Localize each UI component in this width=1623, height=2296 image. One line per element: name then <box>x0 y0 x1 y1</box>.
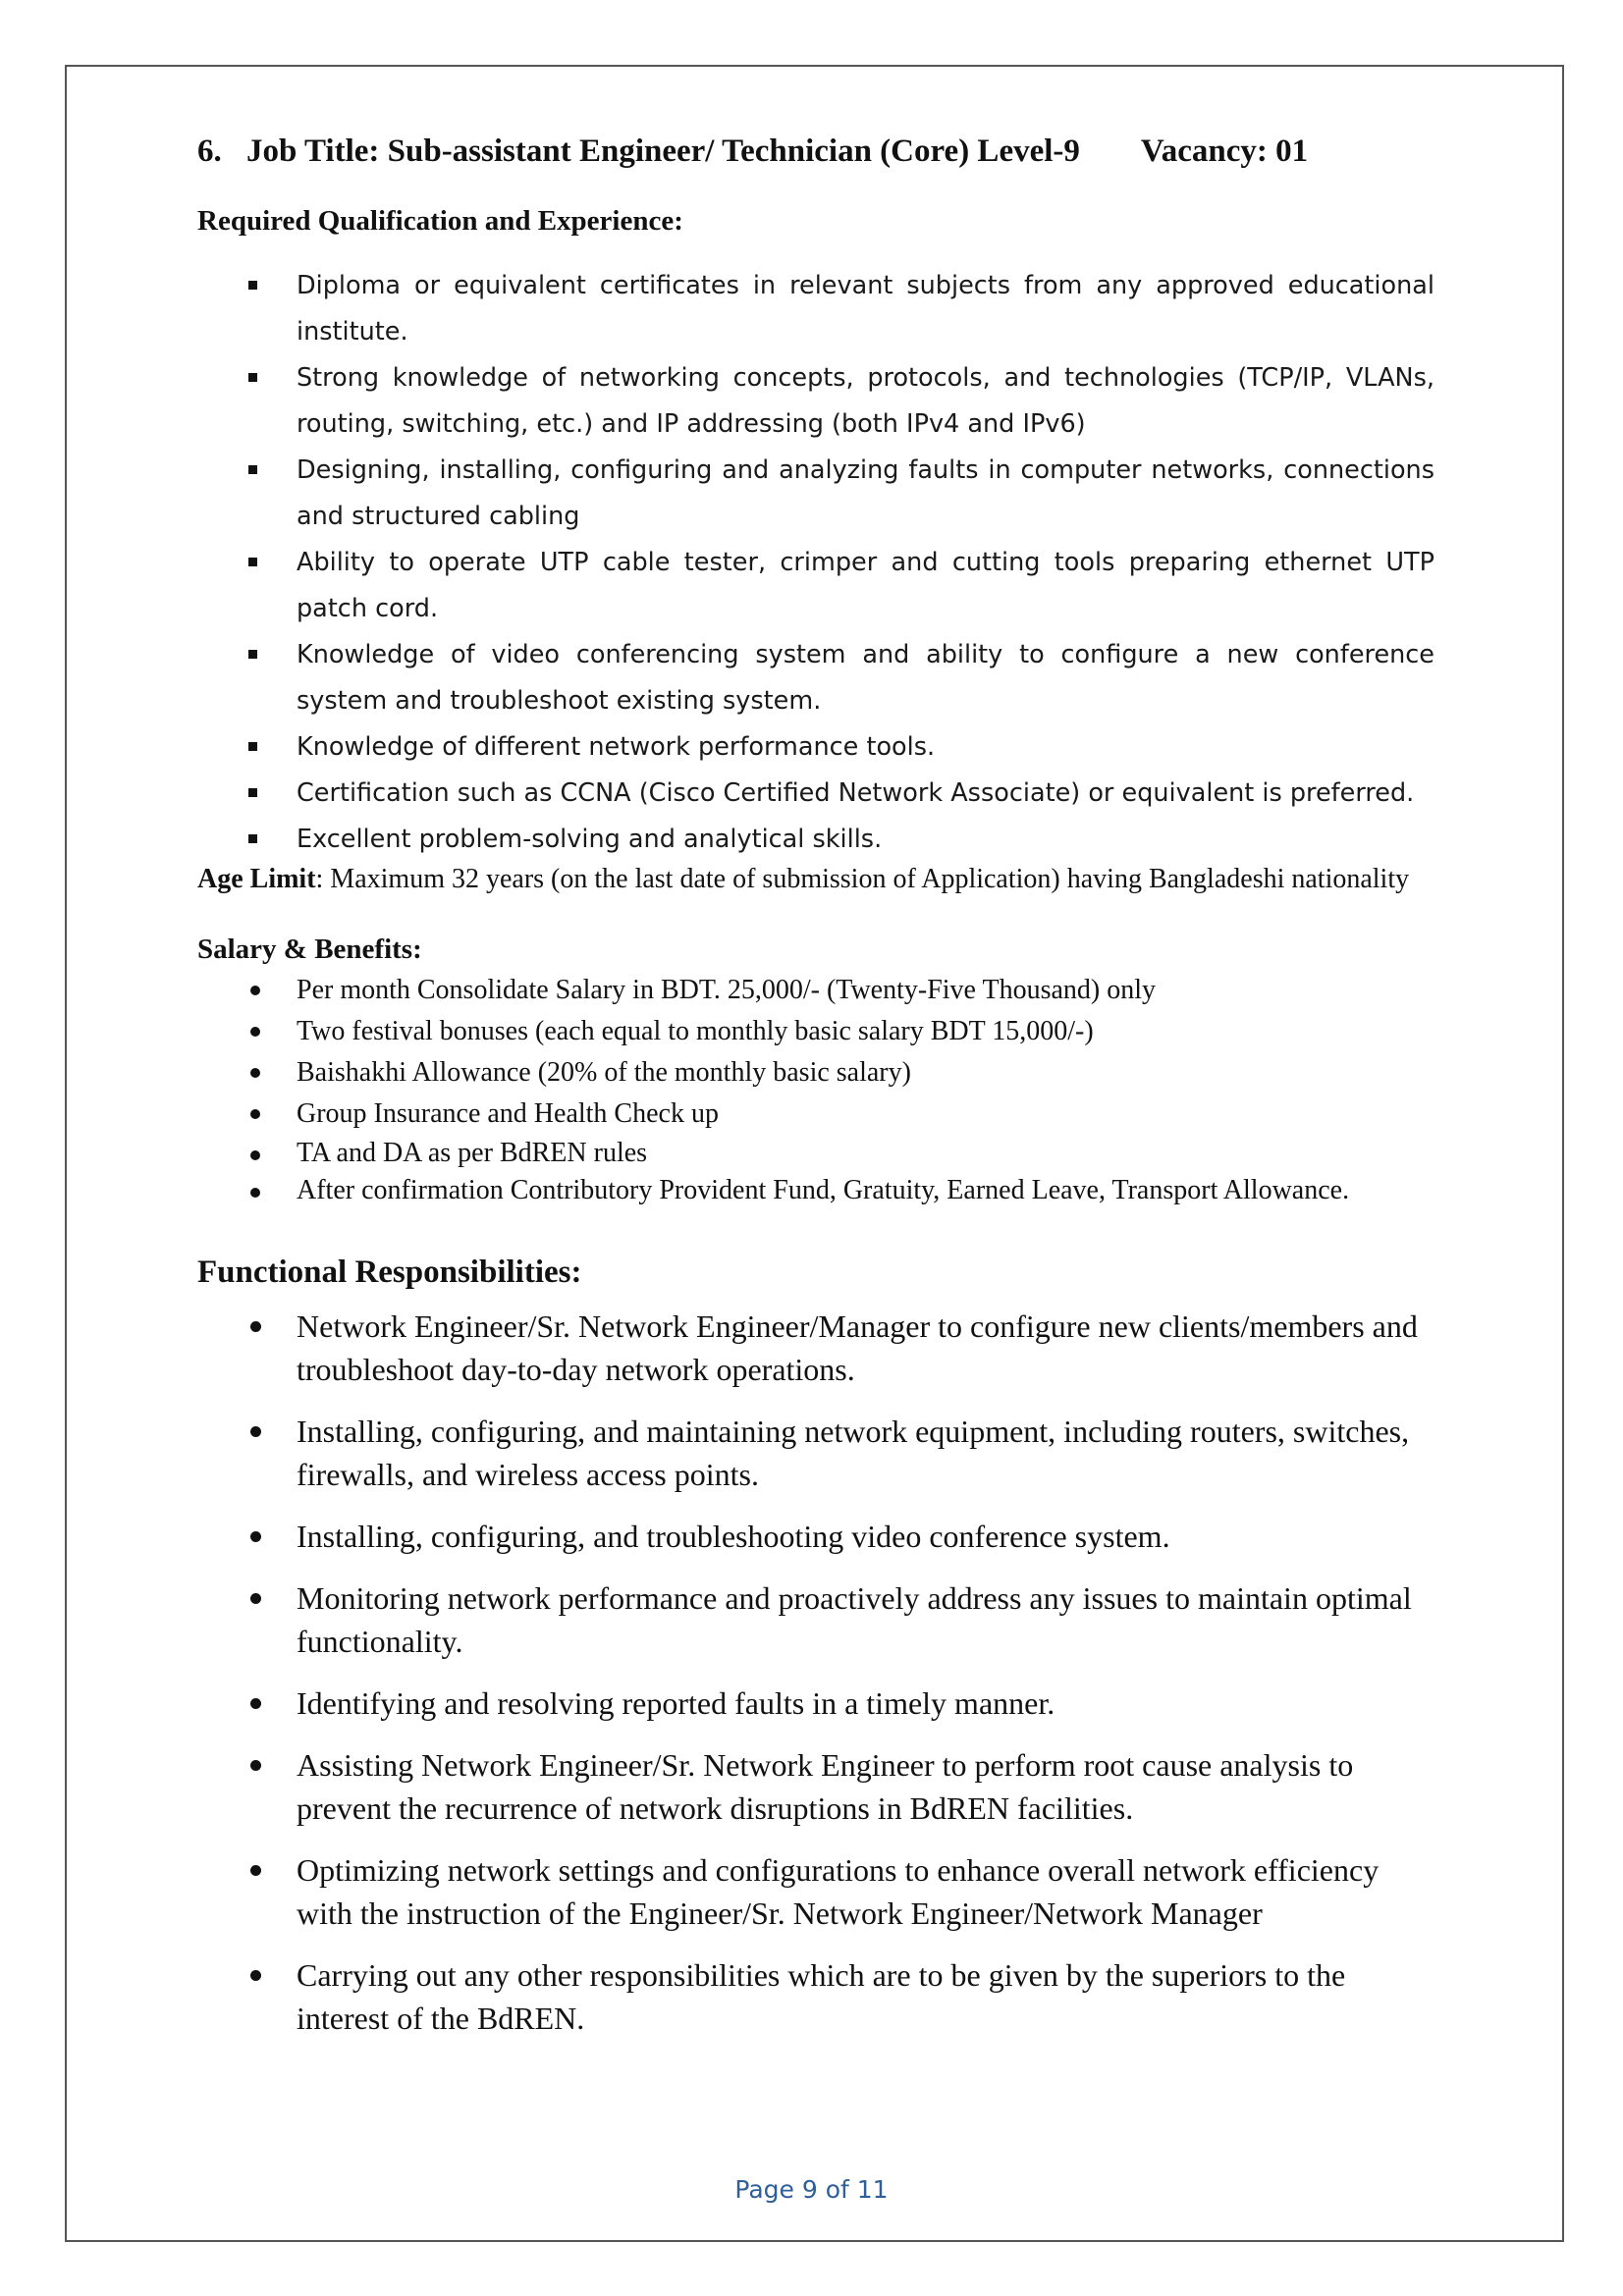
vacancy: Vacancy: 01 <box>1140 133 1309 169</box>
list-item: Knowledge of different network performance tools. <box>197 724 1434 771</box>
functional-heading: Functional Responsibilities: <box>197 1255 582 1290</box>
qualification-list <box>197 263 1434 863</box>
qualification-heading: Required Qualification and Experience: <box>197 205 683 237</box>
square-bullet-icon <box>248 834 257 843</box>
list-item: Diploma or equivalent certificates in relevant subjects from any approved educational institute. <box>197 263 1434 355</box>
bullet-icon <box>250 1068 260 1078</box>
list-item: Excellent problem-solving and analytical skills. <box>197 817 1434 863</box>
job-number: 6. <box>197 133 222 169</box>
square-bullet-icon <box>248 281 257 290</box>
age-limit-label: Age Limit <box>197 864 316 894</box>
page-number: Page 9 of 11 <box>734 2175 889 2204</box>
list-item: Carrying out any other responsibilities which are to be given by the superiors to the interest of the BdREN. <box>197 1953 1434 2040</box>
functional-list <box>197 1305 1434 2058</box>
bullet-icon <box>250 1426 261 1437</box>
list-item: Installing, configuring, and troubleshooting video conference system. <box>197 1515 1434 1558</box>
salary-heading: Salary & Benefits: <box>197 934 422 965</box>
square-bullet-icon <box>248 650 257 659</box>
list-item: Strong knowledge of networking concepts, protocols, and technologies (TCP/IP, VLANs, routing, switching, etc.) and IP addressing (both IPv4 and IPv6) <box>197 355 1434 448</box>
list-item: Assisting Network Engineer/Sr. Network Engineer to perform root cause analysis to prevent the recurrence of network disruptions in BdREN facilities. <box>197 1743 1434 1830</box>
bullet-icon <box>250 1188 260 1198</box>
square-bullet-icon <box>248 558 257 566</box>
list-item: Installing, configuring, and maintaining network equipment, including routers, switches, firewalls, and wireless access points. <box>197 1410 1434 1496</box>
age-limit <box>197 863 1434 896</box>
list-item: Ability to operate UTP cable tester, crimper and cutting tools preparing ethernet UTP patch cord. <box>197 540 1434 632</box>
bullet-icon <box>250 1593 261 1604</box>
bullet-icon <box>250 1109 260 1119</box>
square-bullet-icon <box>248 742 257 751</box>
bullet-icon <box>250 1865 261 1876</box>
bullet-icon <box>250 1531 261 1542</box>
bullet-icon <box>250 1760 261 1771</box>
list-item: Monitoring network performance and proactively address any issues to maintain optimal functionality. <box>197 1576 1434 1663</box>
list-item: Knowledge of video conferencing system and ability to configure a new conference system and troubleshoot existing system. <box>197 632 1434 724</box>
list-item: Network Engineer/Sr. Network Engineer/Manager to configure new clients/members and troubleshoot day-to-day network operations. <box>197 1305 1434 1391</box>
square-bullet-icon <box>248 465 257 474</box>
job-title-heading <box>197 133 1474 170</box>
list-item: TA and DA as per BdREN rules <box>197 1135 1434 1172</box>
square-bullet-icon <box>248 788 257 797</box>
job-title: Job Title: Sub-assistant Engineer/ Technician (Core) Level-9 <box>246 133 1080 169</box>
list-item: Certification such as CCNA (Cisco Certified Network Associate) or equivalent is preferred. <box>197 771 1434 817</box>
square-bullet-icon <box>248 373 257 382</box>
bullet-icon <box>250 986 260 995</box>
list-item: Two festival bonuses (each equal to monthly basic salary BDT 15,000/-) <box>197 1011 1434 1052</box>
bullet-icon <box>250 1150 260 1160</box>
bullet-icon <box>250 1698 261 1709</box>
bullet-icon <box>250 1970 261 1981</box>
bullet-icon <box>250 1027 260 1037</box>
list-item: Group Insurance and Health Check up <box>197 1094 1434 1135</box>
salary-list <box>197 970 1434 1209</box>
list-item: Identifying and resolving reported faults in a timely manner. <box>197 1682 1434 1725</box>
list-item: After confirmation Contributory Provident Fund, Gratuity, Earned Leave, Transport Allowance. <box>197 1172 1434 1209</box>
list-item: Baishakhi Allowance (20% of the monthly basic salary) <box>197 1052 1434 1094</box>
list-item: Designing, installing, configuring and analyzing faults in computer networks, connections and structured cabling <box>197 448 1434 540</box>
list-item: Optimizing network settings and configurations to enhance overall network efficiency with the instruction of the Engineer/Sr. Network Engineer/Network Manager <box>197 1848 1434 1935</box>
list-item: Per month Consolidate Salary in BDT. 25,000/- (Twenty-Five Thousand) only <box>197 970 1434 1011</box>
bullet-icon <box>250 1321 261 1332</box>
age-limit-text: : Maximum 32 years (on the last date of submission of Application) having Bangladeshi nationality <box>315 864 1410 894</box>
